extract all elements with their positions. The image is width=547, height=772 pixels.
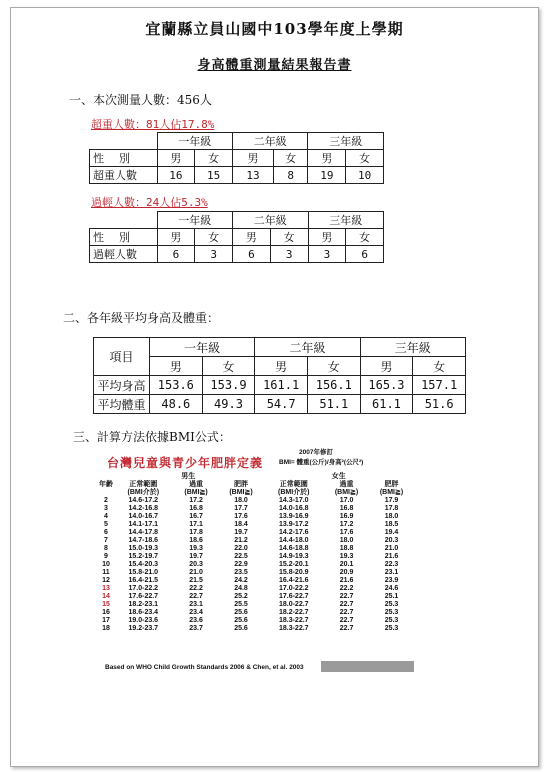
- bmi-cell: 14.7-18.6: [128, 537, 159, 544]
- bmi-cell: 25.2: [234, 593, 248, 600]
- bmi-cell: 25.3: [384, 609, 399, 616]
- sex-cell: 男: [233, 150, 274, 167]
- bmi-cell: 20.3: [189, 561, 203, 568]
- sex-cell: 女: [195, 150, 233, 167]
- bmi-cell: 22.2: [339, 585, 354, 592]
- bmi-revision: 2007年修訂: [299, 449, 333, 456]
- bmi-cell: 18.0-22.7: [278, 601, 309, 608]
- value-cell: 19: [308, 167, 346, 184]
- row-label: 過輕人數: [90, 246, 158, 263]
- overweight-table: [89, 132, 384, 184]
- bmi-cell: 18.6: [189, 537, 203, 544]
- table-row: [99, 601, 414, 609]
- table-row: [99, 529, 414, 537]
- bmi-cell: 18.4: [234, 521, 248, 528]
- col-over-sub: (BMI≧): [184, 489, 208, 496]
- table-row: [90, 229, 384, 246]
- bmi-cell: 23.1: [384, 569, 399, 576]
- bmi-cell: 17.8: [189, 529, 203, 536]
- grade-header: 一年級: [157, 133, 233, 150]
- bmi-cell: 25.3: [384, 617, 399, 624]
- bmi-cell: 17.6-22.7: [128, 593, 159, 600]
- bmi-cell: 18.2-22.7: [278, 609, 309, 616]
- bmi-grid: [99, 473, 414, 633]
- value-cell: 157.1: [413, 376, 466, 395]
- underweight-table: [89, 211, 384, 263]
- male-header: 男生: [181, 473, 196, 480]
- bmi-cell: 25.3: [384, 601, 399, 608]
- section3-heading: 三、計算方法依據BMI公式：: [73, 430, 231, 444]
- section2-heading: 二、各年級平均身高及體重：: [63, 311, 220, 325]
- sex-cell: 女: [202, 357, 255, 376]
- bmi-cell: 25.5: [234, 601, 248, 608]
- table-row: [99, 585, 414, 593]
- col-normal: 正常範圍: [279, 481, 308, 488]
- bmi-cell: 16.9: [339, 513, 354, 520]
- bmi-cell: 15.8-21.0: [128, 569, 159, 576]
- bmi-cell: 14.4-17.8: [128, 529, 159, 536]
- age-cell: 3: [104, 505, 108, 512]
- value-cell: 15: [195, 167, 233, 184]
- bmi-table-title: 台灣兒童與青少年肥胖定義: [107, 456, 264, 470]
- item-label: 項目: [94, 338, 150, 376]
- age-cell: 16: [102, 609, 110, 616]
- average-table: [93, 337, 466, 414]
- value-cell: 10: [346, 167, 384, 184]
- bmi-cell: 25.6: [234, 625, 248, 632]
- bmi-cell: 13.9-17.2: [278, 521, 309, 528]
- grade-header: 二年級: [255, 338, 360, 357]
- grade-header: 二年級: [233, 212, 309, 229]
- table-row: [99, 577, 414, 585]
- sex-cell: 女: [273, 150, 308, 167]
- age-cell: 5: [104, 521, 108, 528]
- value-cell: 16: [157, 167, 195, 184]
- bmi-cell: 19.2-23.7: [128, 625, 159, 632]
- table-row: [90, 150, 384, 167]
- bmi-cell: 18.3-22.7: [278, 617, 309, 624]
- bmi-cell: 17.0-22.2: [278, 585, 309, 592]
- bmi-definition-table: [99, 440, 414, 676]
- age-cell: 15: [102, 601, 110, 608]
- bmi-cell: 19.4: [384, 529, 399, 536]
- bmi-cell: 23.1: [189, 601, 203, 608]
- bmi-cell: 22.2: [189, 585, 203, 592]
- bmi-cell: 14.1-17.1: [128, 521, 159, 528]
- bmi-cell: 13.9-16.9: [278, 513, 309, 520]
- col-obese-sub: (BMI≧): [229, 489, 253, 496]
- value-cell: 161.1: [255, 376, 308, 395]
- report-title: 身高體重測量結果報告書: [197, 58, 352, 73]
- bmi-cell: 24.2: [234, 577, 248, 584]
- bmi-cell: 22.7: [339, 625, 354, 632]
- table-row: [99, 617, 414, 625]
- col-over: 過重: [189, 481, 204, 488]
- bmi-cell: 14.0-16.8: [278, 505, 309, 512]
- bmi-cell: 17.6-22.7: [278, 593, 309, 600]
- value-cell: 61.1: [360, 395, 413, 414]
- bmi-cell: 22.7: [339, 609, 354, 616]
- table-row: [99, 625, 414, 633]
- col-normal-sub: (BMI介於): [278, 489, 310, 496]
- bmi-cell: 20.9: [339, 569, 354, 576]
- bmi-cell: 18.3-22.7: [278, 625, 309, 632]
- col-normal-sub: (BMI介於): [127, 489, 160, 496]
- bmi-cell: 14.3-17.0: [278, 497, 309, 504]
- row-label: 平均身高: [94, 376, 150, 395]
- bmi-cell: 20.3: [384, 537, 399, 544]
- value-cell: 6: [157, 246, 195, 263]
- col-obese-sub: (BMI≧): [379, 489, 404, 496]
- col-over: 過重: [339, 481, 354, 488]
- age-cell: 7: [104, 537, 108, 544]
- age-cell: 14: [102, 593, 110, 600]
- table-row: [99, 593, 414, 601]
- bmi-cell: 14.0-16.7: [128, 513, 159, 520]
- table-row: [90, 133, 384, 150]
- bmi-cell: 22.5: [234, 553, 248, 560]
- age-cell: 6: [104, 529, 108, 536]
- value-cell: 6: [346, 246, 384, 263]
- bmi-cell: 14.2-16.8: [128, 505, 159, 512]
- table-row: [99, 513, 414, 521]
- bmi-cell: 17.8: [384, 505, 399, 512]
- value-cell: 51.1: [307, 395, 360, 414]
- bmi-cell: 16.8: [189, 505, 203, 512]
- col-normal: 正常範圍: [129, 481, 158, 488]
- bmi-cell: 25.3: [384, 625, 399, 632]
- bmi-cell: 16.4-21.6: [278, 577, 309, 584]
- bmi-cell: 19.7: [234, 529, 248, 536]
- table-row: [90, 167, 384, 184]
- sex-cell: 男: [157, 150, 195, 167]
- sex-cell: 女: [346, 229, 384, 246]
- bmi-cell: 23.6: [189, 617, 203, 624]
- sex-cell: 女: [270, 229, 308, 246]
- col-over-sub: (BMI≧): [334, 489, 359, 496]
- col-obese: 肥胖: [384, 481, 399, 488]
- sex-cell: 男: [157, 229, 195, 246]
- table-row: [99, 553, 414, 561]
- table-row: [99, 497, 414, 505]
- bmi-cell: 17.0-22.2: [128, 585, 159, 592]
- bmi-cell: 16.4-21.5: [128, 577, 159, 584]
- bmi-cell: 14.2-17.6: [278, 529, 309, 536]
- age-cell: 10: [102, 561, 110, 568]
- bmi-cell: 21.6: [339, 577, 354, 584]
- table-row: [94, 395, 466, 414]
- bmi-cell: 17.2: [339, 521, 354, 528]
- bmi-cell: 15.0-19.3: [128, 545, 159, 552]
- bmi-cell: 21.0: [384, 545, 399, 552]
- age-header: 年齡: [99, 481, 113, 488]
- age-cell: 8: [104, 545, 108, 552]
- value-cell: 3: [195, 246, 233, 263]
- bmi-cell: 18.0: [234, 497, 248, 504]
- bmi-cell: 25.6: [234, 617, 248, 624]
- value-cell: 6: [233, 246, 271, 263]
- bmi-cell: 21.2: [234, 537, 248, 544]
- bmi-footnote: Based on WHO Child Growth Standards 2006 & Chen, et al. 2003: [105, 664, 304, 671]
- bmi-cell: 14.9-19.3: [278, 553, 309, 560]
- bmi-cell: 19.3: [189, 545, 203, 552]
- bmi-cell: 22.7: [339, 617, 354, 624]
- bmi-cell: 17.1: [189, 521, 203, 528]
- grade-header: 二年級: [233, 133, 308, 150]
- bmi-formula: BMI= 體重(公斤)/身高²(公尺²): [279, 459, 364, 466]
- sex-cell: 男: [233, 229, 271, 246]
- bmi-cell: 21.0: [189, 569, 203, 576]
- sex-cell: 女: [346, 150, 384, 167]
- bmi-cell: 23.5: [234, 569, 248, 576]
- table-row: [90, 212, 384, 229]
- table-row: [90, 246, 384, 263]
- table-row: [99, 521, 414, 529]
- bmi-cell: 23.7: [189, 625, 203, 632]
- bmi-cell: 17.6: [234, 513, 248, 520]
- bmi-cell: 19.3: [339, 553, 354, 560]
- bmi-cell: 15.8-20.9: [278, 569, 309, 576]
- table-row: [99, 537, 414, 545]
- bmi-cell: 19.7: [189, 553, 203, 560]
- bmi-cell: 23.4: [189, 609, 203, 616]
- age-cell: 11: [102, 569, 110, 576]
- bmi-cell: 22.7: [189, 593, 203, 600]
- value-cell: 49.3: [202, 395, 255, 414]
- underweight-summary: 過輕人數：24人佔5.3%: [91, 196, 208, 209]
- blank-cell: [90, 133, 158, 150]
- value-cell: 153.6: [150, 376, 203, 395]
- bmi-cell: 21.6: [384, 553, 399, 560]
- value-cell: 165.3: [360, 376, 413, 395]
- bmi-cell: 18.5: [384, 521, 399, 528]
- bmi-cell: 22.7: [339, 593, 354, 600]
- sex-cell: 男: [308, 229, 346, 246]
- sex-cell: 女: [413, 357, 466, 376]
- bmi-cell: 18.0: [339, 537, 354, 544]
- section1-heading: 一、本次測量人數：456人: [69, 93, 212, 107]
- bmi-cell: 18.8: [339, 545, 354, 552]
- sex-cell: 男: [360, 357, 413, 376]
- sex-cell: 女: [307, 357, 360, 376]
- bmi-cell: 24.8: [234, 585, 248, 592]
- grade-header: 三年級: [360, 338, 465, 357]
- grade-header: 一年級: [150, 338, 255, 357]
- bmi-cell: 18.6-23.4: [128, 609, 159, 616]
- bmi-cell: 19.0-23.6: [128, 617, 159, 624]
- bmi-cell: 17.6: [339, 529, 354, 536]
- table-row: [99, 609, 414, 617]
- bmi-cell: 15.4-20.3: [128, 561, 159, 568]
- bmi-cell: 17.2: [189, 497, 203, 504]
- school-title: 宜蘭縣立員山國中103學年度上學期: [145, 20, 404, 38]
- overweight-summary: 超重人數：81人佔17.8%: [91, 118, 215, 131]
- grade-header: 三年級: [308, 212, 384, 229]
- age-cell: 13: [102, 585, 110, 592]
- col-obese: 肥胖: [234, 481, 248, 488]
- blank-cell: [90, 212, 158, 229]
- bmi-cell: 22.9: [234, 561, 248, 568]
- bmi-cell: 17.7: [234, 505, 248, 512]
- row-label: 平均體重: [94, 395, 150, 414]
- table-row: [99, 569, 414, 577]
- bmi-cell: 22.3: [384, 561, 399, 568]
- bmi-cell: 16.7: [189, 513, 203, 520]
- value-cell: 13: [233, 167, 274, 184]
- bmi-cell: 14.4-18.0: [278, 537, 309, 544]
- age-cell: 2: [104, 497, 108, 504]
- table-row: [99, 545, 414, 553]
- bmi-table-header: [99, 440, 414, 472]
- sex-cell: 男: [308, 150, 346, 167]
- value-cell: 48.6: [150, 395, 203, 414]
- table-row: [99, 489, 414, 497]
- table-row: [94, 357, 466, 376]
- age-cell: 9: [104, 553, 108, 560]
- table-row: [99, 473, 414, 481]
- table-row: [94, 376, 466, 395]
- bmi-cell: 16.8: [339, 505, 354, 512]
- bmi-cell: 17.9: [384, 497, 399, 504]
- bmi-cell: 15.2-20.1: [278, 561, 309, 568]
- row-label: 超重人數: [90, 167, 158, 184]
- bmi-cell: 22.7: [339, 601, 354, 608]
- table-row: [99, 561, 414, 569]
- document-page: [10, 7, 539, 767]
- sex-cell: 女: [195, 229, 233, 246]
- sex-cell: 男: [255, 357, 308, 376]
- value-cell: 3: [308, 246, 346, 263]
- bmi-cell: 17.0: [339, 497, 354, 504]
- bmi-cell: 25.6: [234, 609, 248, 616]
- bmi-cell: 18.2-23.1: [128, 601, 159, 608]
- bmi-cell: 25.1: [384, 593, 399, 600]
- bmi-cell: 24.6: [384, 585, 399, 592]
- grade-header: 一年級: [157, 212, 233, 229]
- female-header: 女生: [331, 473, 346, 480]
- footer-bar: [321, 661, 414, 672]
- grade-header: 三年級: [308, 133, 384, 150]
- table-row: [99, 505, 414, 513]
- sex-label: 性 別: [90, 150, 158, 167]
- bmi-cell: 15.2-19.7: [128, 553, 159, 560]
- sex-cell: 男: [150, 357, 203, 376]
- bmi-cell: 20.1: [339, 561, 354, 568]
- sex-label: 性 別: [90, 229, 158, 246]
- value-cell: 153.9: [202, 376, 255, 395]
- age-cell: 4: [104, 513, 108, 520]
- bmi-cell: 14.6-17.2: [128, 497, 159, 504]
- age-cell: 17: [102, 617, 110, 624]
- table-row: [94, 338, 466, 357]
- age-cell: 12: [102, 577, 110, 584]
- value-cell: 8: [273, 167, 308, 184]
- value-cell: 156.1: [307, 376, 360, 395]
- bmi-cell: 14.6-18.8: [278, 545, 309, 552]
- value-cell: 3: [270, 246, 308, 263]
- bmi-cell: 18.0: [384, 513, 399, 520]
- age-cell: 18: [102, 625, 110, 632]
- value-cell: 54.7: [255, 395, 308, 414]
- bmi-cell: 21.5: [189, 577, 203, 584]
- value-cell: 51.6: [413, 395, 466, 414]
- bmi-cell: 23.9: [384, 577, 399, 584]
- bmi-cell: 22.0: [234, 545, 248, 552]
- table-row: [99, 481, 414, 489]
